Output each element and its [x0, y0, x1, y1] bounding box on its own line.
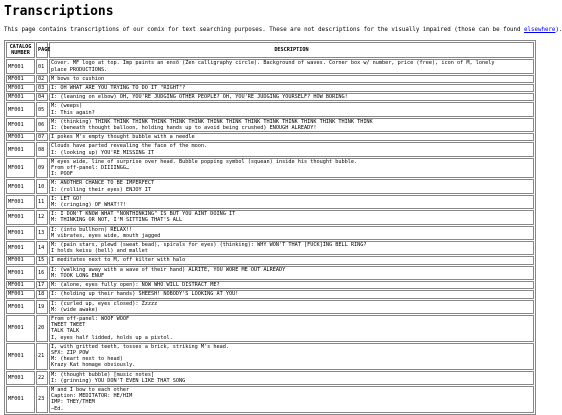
table-row — [6, 179, 534, 193]
page-number-cell: 01 — [36, 59, 48, 73]
catalog-number-cell: MF001 — [6, 93, 35, 101]
catalog-number-cell: MF001 — [6, 75, 35, 83]
description-cell: M: (alone, eyes fully open): NOW WHO WILL DISTRACT ME? — [49, 281, 534, 289]
description-cell: I: OH WHAT ARE YOU TRYING TO DO IT "RIGHT"? — [49, 84, 534, 92]
description-cell: I pokes M's empty thought bubble with a needle — [49, 133, 534, 141]
catalog-number-cell: MF001 — [6, 343, 35, 370]
catalog-number-cell: MF001 — [6, 158, 35, 179]
description-cell: I: I DON'T KNOW WHAT "NONTHINKING" IS BUT YOU AINT DOING IT M: THINKING OR NOT, I'M SITTING THAT'S ALL — [49, 210, 534, 224]
page-number-cell: 22 — [36, 371, 48, 385]
table-row — [6, 371, 534, 385]
table-row — [6, 102, 534, 116]
table-body — [6, 59, 534, 412]
table-row — [6, 290, 534, 298]
page-number-cell: 10 — [36, 179, 48, 193]
catalog-number-cell: MF001 — [6, 290, 35, 298]
table-row — [6, 343, 534, 370]
page-number-cell: 15 — [36, 256, 48, 264]
table-row — [6, 93, 534, 101]
description-cell: Cover. MF logo at top. Imp paints an ensō (Zen calligraphy circle). Background of waves. Corner box w/ number, price (free), icon of M, lonely place PRODUCTIONS. — [49, 59, 534, 73]
table-row — [6, 226, 534, 240]
catalog-number-cell: MF001 — [6, 371, 35, 385]
page-number-cell: 12 — [36, 210, 48, 224]
intro-text — [4, 27, 562, 33]
table-row — [6, 256, 534, 264]
intro-end: ). — [555, 27, 562, 33]
table-row — [6, 210, 534, 224]
table-row — [6, 158, 534, 179]
table-row — [6, 142, 534, 156]
catalog-number-cell: MF001 — [6, 300, 35, 314]
table-row — [6, 75, 534, 83]
description-cell: I: (curled up, eyes closed): Zzzzz M: (wide awake) — [49, 300, 534, 314]
description-cell: I: (leaning on elbow) OH, YOU'RE JUDGING OTHER PEOPLE? OH, YOU'RE JUDGING YOURSELF? HOW BORING! — [49, 93, 534, 101]
page-number-cell: 17 — [36, 281, 48, 289]
page-number-cell: 02 — [36, 75, 48, 83]
page-number-cell: 21 — [36, 343, 48, 370]
catalog-number-cell: MF001 — [6, 386, 35, 413]
page-number-cell: 13 — [36, 226, 48, 240]
description-cell: I: (into bullhorn) RELAX!! M vibrates, eyes wide, mouth jagged — [49, 226, 534, 240]
table-row — [6, 133, 534, 141]
table-row — [6, 300, 534, 314]
page-title: Transcriptions — [4, 4, 114, 19]
transcriptions-table — [4, 40, 536, 415]
catalog-number-cell: MF001 — [6, 84, 35, 92]
catalog-number-cell: MF001 — [6, 226, 35, 240]
page-number-cell: 07 — [36, 133, 48, 141]
description-cell: I: (holding up their hands) SHEESH! NOBODY'S LOOKING AT YOU! — [49, 290, 534, 298]
catalog-number-cell: MF001 — [6, 59, 35, 73]
description-cell: M bows to cushion — [49, 75, 534, 83]
table-row — [6, 84, 534, 92]
page-number-cell: 16 — [36, 266, 48, 280]
description-cell: I: (walking away with a wave of their hand) ALRITE, YOU WORE ME OUT ALREADY M: TOOK LONG ENUF — [49, 266, 534, 280]
catalog-number-cell: MF001 — [6, 210, 35, 224]
description-cell: M: ANOTHER CHANCE TO BE IMPERFECT I: (rolling their eyes) ENJOY IT — [49, 179, 534, 193]
page-number-cell: 06 — [36, 118, 48, 132]
catalog-number-cell: MF001 — [6, 179, 35, 193]
description-cell: M eyes wide, line of surprise over head. Bubble popping symbol (squean) inside his thought bubble. From off-panel: DIIIINGG… I: POOF — [49, 158, 534, 179]
table-row — [6, 241, 534, 255]
catalog-number-cell: MF001 — [6, 266, 35, 280]
catalog-number-cell: MF001 — [6, 241, 35, 255]
table-row — [6, 315, 534, 342]
table-row — [6, 386, 534, 413]
page-number-cell: 09 — [36, 158, 48, 179]
page-number-cell: 11 — [36, 195, 48, 209]
page-number-cell: 05 — [36, 102, 48, 116]
page-number-cell: 14 — [36, 241, 48, 255]
table-header-row — [6, 42, 534, 58]
page-number-cell: 04 — [36, 93, 48, 101]
catalog-number-cell: MF001 — [6, 281, 35, 289]
description-cell: M: (thinking) THINK THINK THINK THINK THINK THINK THINK THINK THINK THINK THINK THINK THINK THINK THINK I: (beneath thought balloon, holding hands up to avoid being crushed) ENOUGH ALREADY! — [49, 118, 534, 132]
description-cell: M: (thought bubble) [music notes] I: (grinning) YOU DON'T EVEN LIKE THAT SONG — [49, 371, 534, 385]
catalog-number-cell: MF001 — [6, 256, 35, 264]
header-page: PAGE — [36, 42, 48, 58]
description-cell: M: (weeps) I: This again? — [49, 102, 534, 116]
header-description: DESCRIPTION — [49, 42, 534, 58]
intro-main: This page contains transcriptions of our comix for text searching purposes. These are not descriptions for the visually impaired (those can be found — [4, 27, 525, 33]
description-cell: M: (pain stars, plewd (sweat bead), spirals for eyes) (thinking): WHY WON'T THAT [FUCK]ING BELL RING? I holds keisu (bell) and mallet — [49, 241, 534, 255]
description-cell: I, with gritted teeth, tosses a brick, striking M's head. SFX: ZIP POW M: (heart next to head) Krazy Kat homage obviously. — [49, 343, 534, 370]
description-cell: M and I bow to each other Caption: MEDITATOR: HE/HIM IMP: THEY/THEM —Ed. — [49, 386, 534, 413]
elsewhere-link[interactable]: elsewhere — [524, 27, 556, 33]
page-number-cell: 08 — [36, 142, 48, 156]
page-number-cell: 18 — [36, 290, 48, 298]
page-number-cell: 20 — [36, 315, 48, 342]
page-number-cell: 19 — [36, 300, 48, 314]
table-row — [6, 59, 534, 73]
header-catalog-number: CATALOG NUMBER — [6, 42, 35, 58]
page-number-cell: 23 — [36, 386, 48, 413]
table-row — [6, 118, 534, 132]
catalog-number-cell: MF001 — [6, 195, 35, 209]
catalog-number-cell: MF001 — [6, 133, 35, 141]
table-row — [6, 281, 534, 289]
page-number-cell: 03 — [36, 84, 48, 92]
description-cell: Clouds have parted revealing the face of the moon. I: (looking up) YOU'RE MISSING IT — [49, 142, 534, 156]
catalog-number-cell: MF001 — [6, 118, 35, 132]
catalog-number-cell: MF001 — [6, 142, 35, 156]
catalog-number-cell: MF001 — [6, 102, 35, 116]
table-row — [6, 195, 534, 209]
description-cell: From off-panel: WOOF WOOF TWEET TWEET TALK TALK I, eyes half lidded, holds up a pistol. — [49, 315, 534, 342]
description-cell: I: LET GO! M: (cringing) OF WHAT!?! — [49, 195, 534, 209]
catalog-number-cell: MF001 — [6, 315, 35, 342]
table-row — [6, 266, 534, 280]
description-cell: I meditates next to M, off kilter with halo — [49, 256, 534, 264]
